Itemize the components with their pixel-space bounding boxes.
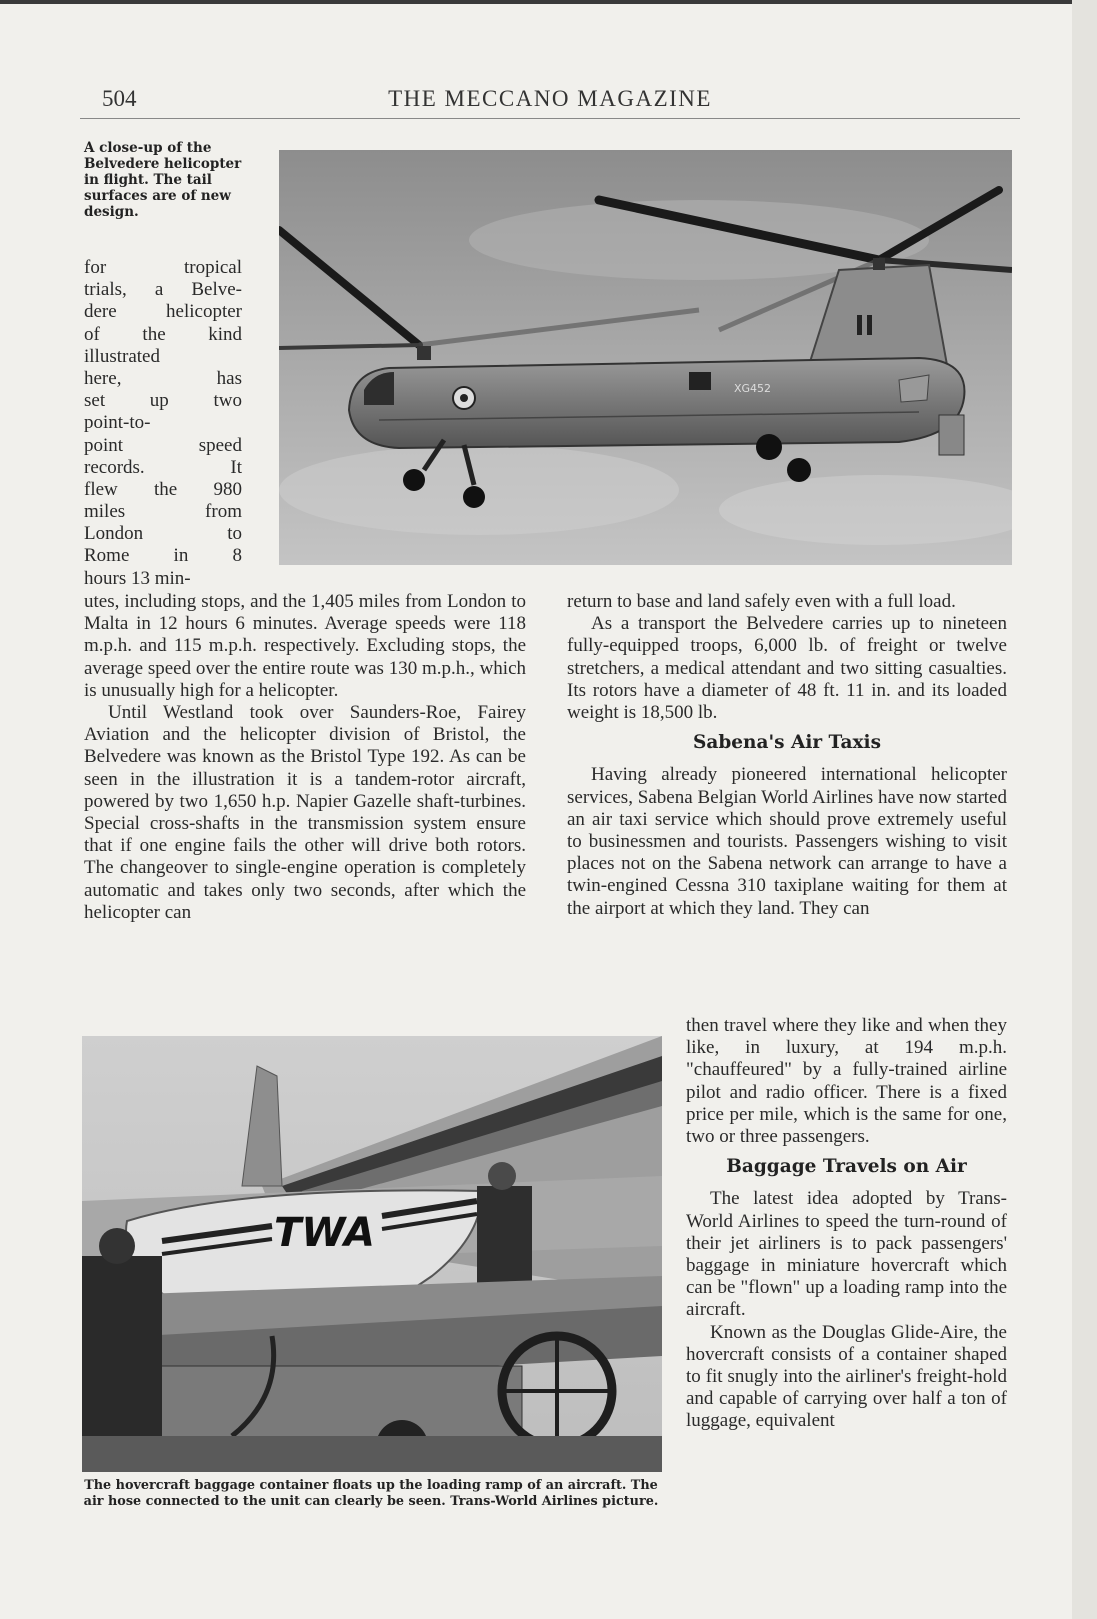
magazine-title: THE MECCANO MAGAZINE xyxy=(388,86,712,111)
section-heading-baggage: Baggage Travels on Air xyxy=(726,1156,967,1178)
narrow-line: trials, a Belve- xyxy=(84,279,242,301)
narrow-line: point speed xyxy=(84,434,242,456)
paragraph: utes, including stops, and the 1,405 miles from London to Malta in 12 hours 6 minutes. Average speeds were 118 m.p.h. and 115 m.p.h. respectively. Excluding stops, the average speed over the entire route was 130 m.p.h., which is unusually high for a helicopter. xyxy=(84,591,526,701)
page-top-edge xyxy=(0,0,1097,4)
hovercraft-caption: The hovercraft baggage container floats up the loading ramp of an aircraft. The air hose connected to the unit can clearly be seen. Trans-World Airlines picture. xyxy=(83,1478,659,1509)
helicopter-caption: A close-up of the Belvedere helicopter in flight. The tail surfaces are of new design. xyxy=(84,140,242,220)
narrow-line: dere helicopter xyxy=(84,301,242,323)
column-2 xyxy=(567,591,1007,920)
paragraph: Having already pioneered international helicopter services, Sabena Belgian World Airlines have now started an air taxi service which should prove extremely useful to businessmen and tourists. Passengers wishing to visit places not on the Sabena network can arrange to have a twin-engined Cessna 310 taxiplane waiting for them at the airport at which they land. They can xyxy=(567,764,1007,919)
narrow-line: illustrated xyxy=(84,345,160,367)
narrow-line: miles from xyxy=(84,501,242,523)
helicopter-serial: XG452 xyxy=(734,382,772,395)
narrow-line: hours 13 min- xyxy=(84,567,191,589)
page-header xyxy=(80,82,1020,119)
column-1 xyxy=(84,591,526,924)
narrow-line: Rome in 8 xyxy=(84,545,242,567)
column-2-continued xyxy=(686,1015,1007,1433)
paragraph: Until Westland took over Saunders-Roe, Fairey Aviation and the helicopter division of Bristol, the Belvedere was known as the Bristol Type 192. As can be seen in the illustration it is a tandem-rotor aircraft, powered by two 1,650 h.p. Napier Gazelle shaft-turbines. Special cross-shafts in the transmission system ensure that if one engine fails the other will drive both rotors. The changeover to single-engine operation is completely automatic and takes only two seconds, after which the helicopter can xyxy=(84,702,526,923)
helicopter-photo xyxy=(279,150,1012,565)
narrow-line: here, has xyxy=(84,367,242,389)
twa-logo: TWA xyxy=(274,1210,375,1256)
narrow-line: point-to- xyxy=(84,412,151,434)
paragraph: Known as the Douglas Glide-Aire, the hovercraft consists of a container shaped to fit snugly into the airliner's freight-hold and capable of carrying over half a ton of luggage, equivalent xyxy=(686,1321,1007,1432)
narrow-line: records. It xyxy=(84,456,242,478)
narrow-line: of the kind xyxy=(84,323,242,345)
hovercraft-photo xyxy=(82,1036,662,1472)
narrow-text-block xyxy=(84,257,242,590)
narrow-line: flew the 980 xyxy=(84,478,242,500)
narrow-line: set up two xyxy=(84,390,242,412)
paragraph: then travel where they like and when they like, in luxury, at 194 m.p.h. "chauffeured" by a fully-trained airline pilot and radio officer. There is a fixed price per mile, which is the same for one, two or three passengers. xyxy=(686,1015,1007,1148)
page-right-edge xyxy=(1072,0,1097,1619)
paragraph: The latest idea adopted by Trans-World Airlines to speed the turn-round of their jet airliners is to pack passengers' baggage in miniature hovercraft which can be "flown" up a loading ramp into the aircraft. xyxy=(686,1188,1007,1321)
paragraph: As a transport the Belvedere carries up to nineteen fully-equipped troops, 6,000 lb. of freight or twelve stretchers, a medical attendant and two sitting casualties. Its rotors have a diameter of 48 ft. 11 in. and its loaded weight is 18,500 lb. xyxy=(567,613,1007,724)
page-number: 504 xyxy=(102,86,137,111)
paragraph: return to base and land safely even with a full load. xyxy=(567,591,956,612)
narrow-line: for tropical xyxy=(84,257,242,278)
narrow-line: London to xyxy=(84,523,242,545)
section-heading-sabena: Sabena's Air Taxis xyxy=(692,732,882,754)
